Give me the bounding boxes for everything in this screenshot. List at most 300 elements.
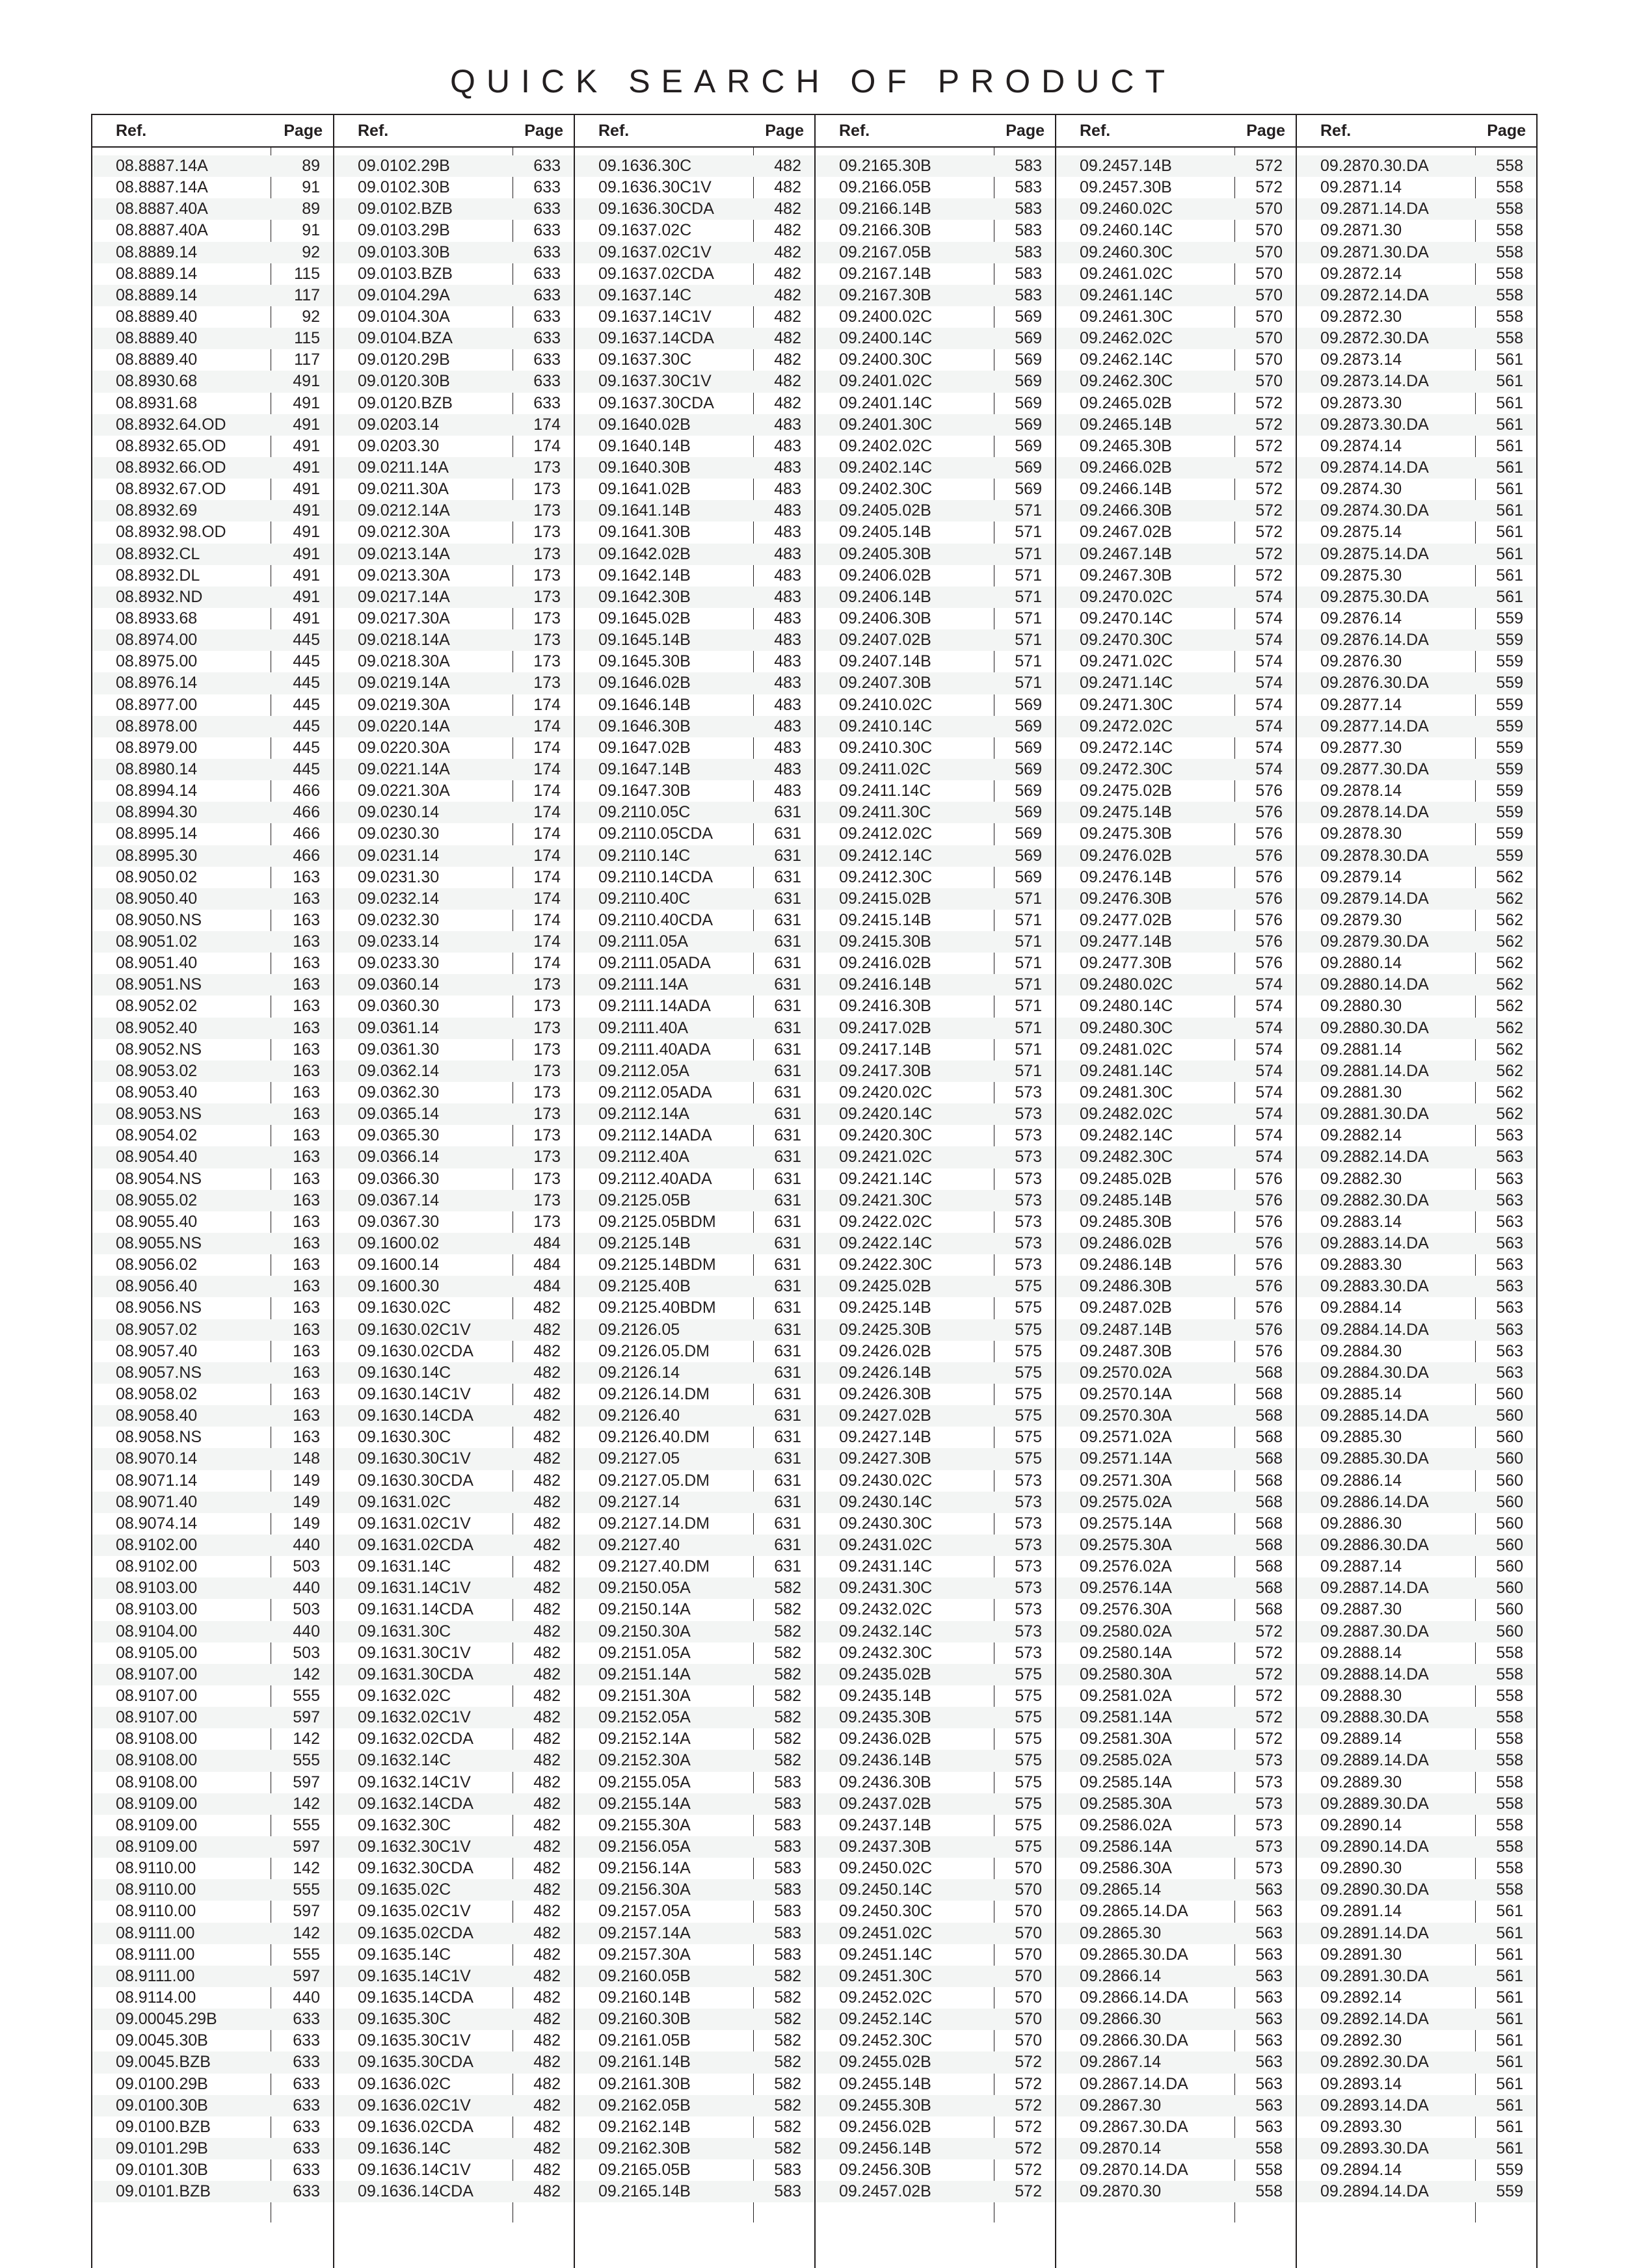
- page-cell: 559: [1496, 782, 1523, 800]
- page-cell: 582: [774, 1600, 801, 1619]
- table-row: [575, 1879, 814, 1901]
- page-cell: 571: [1015, 1040, 1042, 1059]
- ref-cell: 09.2486.30B: [1080, 1277, 1172, 1296]
- ref-cell: 09.2430.02C: [839, 1471, 933, 1490]
- ref-cell: 09.0101.29B: [116, 2139, 208, 2157]
- ref-cell: 09.2111.40ADA: [598, 1040, 711, 1059]
- table-row: [1297, 651, 1536, 672]
- page-cell: 173: [533, 1148, 561, 1167]
- ref-cell: 09.2570.30A: [1080, 1406, 1172, 1425]
- page-cell: 482: [533, 1514, 561, 1533]
- ref-cell: 08.9071.40: [116, 1492, 198, 1511]
- table-row: [816, 737, 1055, 759]
- ref-cell: 09.0103.BZB: [358, 264, 453, 283]
- ref-cell: 09.1635.30C1V: [358, 2031, 471, 2050]
- page-cell: 574: [1255, 1061, 1283, 1080]
- page-cell: 573: [1015, 1622, 1042, 1641]
- ref-cell: 09.2878.30.DA: [1320, 846, 1429, 865]
- ref-cell: 09.0230.14: [358, 803, 440, 822]
- table-row: [334, 242, 574, 263]
- table-row: [92, 565, 333, 587]
- ref-cell: 09.2111.40A: [598, 1018, 689, 1037]
- table-row: [334, 1685, 574, 1707]
- ref-cell: 09.0232.14: [358, 889, 440, 908]
- page-cell: 173: [533, 544, 561, 563]
- page-cell: 163: [293, 1105, 320, 1124]
- table-row: [92, 1535, 333, 1556]
- table-row: [1056, 521, 1296, 543]
- page-cell: 582: [774, 1622, 801, 1641]
- page-cell: 633: [533, 393, 561, 412]
- ref-cell: 09.0104.29A: [358, 285, 450, 304]
- ref-cell: 09.2435.02B: [839, 1665, 931, 1683]
- page-cell: 558: [1496, 157, 1523, 175]
- table-row: [92, 1018, 333, 1039]
- table-row: [334, 1707, 574, 1728]
- page-cell: 491: [293, 566, 320, 585]
- table-row: [575, 2051, 814, 2073]
- table-row: [1056, 1772, 1296, 1793]
- page-cell: 482: [533, 1923, 561, 1942]
- page-cell: 572: [1255, 1730, 1283, 1748]
- ref-header: Ref.: [116, 122, 147, 140]
- page-cell: 560: [1496, 1579, 1523, 1598]
- ref-cell: 09.0102.30B: [358, 178, 450, 197]
- ref-cell: 09.1630.30C: [358, 1428, 451, 1447]
- ref-cell: 09.2437.14B: [839, 1815, 931, 1834]
- ref-cell: 09.2437.30B: [839, 1837, 931, 1856]
- table-row: [1056, 888, 1296, 910]
- page-cell: 558: [1496, 221, 1523, 240]
- page-cell: 573: [1015, 1600, 1042, 1619]
- page-cell: 445: [293, 717, 320, 735]
- page-cell: 631: [774, 1363, 801, 1382]
- page-cell: 561: [1496, 1923, 1523, 1942]
- ref-cell: 09.2410.02C: [839, 695, 933, 714]
- page-cell: 572: [1255, 393, 1283, 412]
- page-cell: 571: [1015, 501, 1042, 520]
- table-row: [334, 1772, 574, 1793]
- ref-cell: 09.2460.02C: [1080, 200, 1173, 218]
- table-row: [334, 1276, 574, 1297]
- ref-cell: 08.8977.00: [116, 695, 198, 714]
- page-cell: 574: [1255, 674, 1283, 692]
- table-row: [575, 371, 814, 392]
- page-cell: 633: [533, 264, 561, 283]
- ref-cell: 09.2416.02B: [839, 954, 931, 973]
- page-cell: 163: [293, 997, 320, 1016]
- ref-cell: 09.2455.02B: [839, 2053, 931, 2072]
- table-row: [575, 328, 814, 349]
- page-cell: 575: [1015, 1406, 1042, 1425]
- ref-cell: 09.2411.14C: [839, 782, 931, 800]
- table-row: [575, 608, 814, 629]
- table-row: [1056, 1728, 1296, 1750]
- ref-cell: 09.2465.30B: [1080, 436, 1172, 455]
- ref-cell: 09.2126.40.DM: [598, 1428, 710, 1447]
- ref-cell: 09.2152.14A: [598, 1730, 691, 1748]
- table-row: [334, 2181, 574, 2202]
- table-row: [334, 2030, 574, 2051]
- ref-cell: 09.2422.02C: [839, 1212, 933, 1231]
- ref-cell: 09.2110.40CDA: [598, 910, 713, 929]
- page-cell: 149: [293, 1492, 320, 1511]
- ref-cell: 09.2407.02B: [839, 631, 931, 650]
- table-row: [92, 393, 333, 414]
- ref-cell: 09.1630.14C1V: [358, 1385, 471, 1404]
- page-cell: 163: [293, 1148, 320, 1167]
- table-row: [334, 521, 574, 543]
- row-list: [1056, 155, 1296, 2202]
- page-cell: 482: [533, 1794, 561, 1813]
- page-cell: 563: [1496, 1148, 1523, 1167]
- table-row: [575, 1039, 814, 1061]
- page-cell: 559: [1496, 695, 1523, 714]
- ref-cell: 09.2476.14B: [1080, 867, 1172, 886]
- table-row: [816, 1513, 1055, 1535]
- page-cell: 582: [774, 1643, 801, 1662]
- ref-cell: 09.0233.14: [358, 932, 440, 951]
- table-row: [92, 694, 333, 716]
- page-cell: 631: [774, 889, 801, 908]
- ref-cell: 09.2470.02C: [1080, 587, 1173, 606]
- ref-cell: 09.1645.14B: [598, 631, 691, 650]
- table-row: [575, 521, 814, 543]
- page-cell: 483: [774, 587, 801, 606]
- ref-cell: 09.2866.30.DA: [1080, 2031, 1188, 2050]
- table-row: [1056, 1190, 1296, 1211]
- table-row: [92, 1492, 333, 1513]
- ref-cell: 09.2426.14B: [839, 1363, 931, 1382]
- page-cell: 631: [774, 1536, 801, 1554]
- ref-cell: 09.1635.30C: [358, 2010, 451, 2029]
- page-cell: 173: [533, 997, 561, 1016]
- ref-cell: 09.2882.30.DA: [1320, 1191, 1429, 1209]
- page-cell: 174: [533, 717, 561, 735]
- page-cell: 574: [1255, 738, 1283, 757]
- table-row: [816, 1405, 1055, 1427]
- ref-cell: 09.2407.14B: [839, 652, 931, 671]
- table-row: [92, 1103, 333, 1125]
- ref-cell: 09.2160.05B: [598, 1966, 691, 1985]
- table-row: [1056, 823, 1296, 845]
- ref-cell: 09.1635.02CDA: [358, 1923, 473, 1942]
- table-row: [575, 1858, 814, 1879]
- page-cell: 558: [1496, 243, 1523, 261]
- page-cell: 631: [774, 910, 801, 929]
- ref-cell: 09.0212.14A: [358, 501, 450, 520]
- page-cell: 583: [1015, 221, 1042, 240]
- page-cell: 173: [533, 1105, 561, 1124]
- page-cell: 574: [1255, 1083, 1283, 1102]
- table-row: [1056, 1427, 1296, 1448]
- table-row: [575, 802, 814, 823]
- ref-cell: 08.8887.40A: [116, 221, 208, 240]
- ref-cell: 09.0366.30: [358, 1169, 440, 1188]
- table-row: [334, 1901, 574, 1922]
- page-header: Page: [765, 122, 804, 140]
- ref-cell: 09.0217.30A: [358, 609, 450, 627]
- ref-cell: 09.2486.14B: [1080, 1256, 1172, 1274]
- table-row: [1056, 931, 1296, 953]
- table-row: [816, 651, 1055, 672]
- page-cell: 163: [293, 1320, 320, 1339]
- page-cell: 163: [293, 1341, 320, 1360]
- page-cell: 572: [1255, 1708, 1283, 1727]
- table-row: [334, 1664, 574, 1685]
- page-cell: 569: [1015, 738, 1042, 757]
- table-row: [334, 2095, 574, 2116]
- page-cell: 631: [774, 867, 801, 886]
- page-cell: 575: [1015, 1794, 1042, 1813]
- page-cell: 571: [1015, 1018, 1042, 1037]
- page-cell: 482: [533, 1859, 561, 1878]
- table-row: [816, 823, 1055, 845]
- page-cell: 570: [1015, 1923, 1042, 1942]
- ref-cell: 09.2866.14.DA: [1080, 1988, 1188, 2007]
- product-index-table: [91, 114, 1538, 2268]
- ref-cell: 09.2882.30: [1320, 1169, 1402, 1188]
- ref-cell: 09.2881.30.DA: [1320, 1105, 1429, 1124]
- table-row: [1297, 1492, 1536, 1513]
- ref-cell: 08.9070.14: [116, 1449, 198, 1468]
- ref-cell: 09.0218.30A: [358, 652, 450, 671]
- ref-cell: 09.2436.02B: [839, 1730, 931, 1748]
- ref-cell: 09.2111.05ADA: [598, 954, 711, 973]
- page-cell: 163: [293, 975, 320, 994]
- page-cell: 575: [1015, 1385, 1042, 1404]
- page-cell: 582: [774, 2031, 801, 2050]
- table-row: [816, 349, 1055, 371]
- ref-cell: 08.9110.00: [116, 1902, 196, 1921]
- ref-cell: 09.2867.30.DA: [1080, 2117, 1188, 2136]
- page-cell: 633: [533, 285, 561, 304]
- page-cell: 572: [1015, 2053, 1042, 2072]
- index-column: [1296, 115, 1536, 2268]
- table-row: [92, 414, 333, 436]
- ref-cell: 09.2451.14C: [839, 1945, 933, 1964]
- table-row: [1056, 974, 1296, 996]
- table-row: [1297, 155, 1536, 177]
- page-cell: 482: [533, 2117, 561, 2136]
- ref-cell: 09.2126.05.DM: [598, 1341, 710, 1360]
- table-row: [334, 629, 574, 651]
- ref-cell: 08.9111.00: [116, 1966, 195, 1985]
- row-list: [816, 155, 1055, 2202]
- index-column: [814, 115, 1055, 2268]
- table-row: [1056, 1836, 1296, 1858]
- page-cell: 562: [1496, 1018, 1523, 1037]
- ref-cell: 09.2481.14C: [1080, 1061, 1173, 1080]
- page-cell: 570: [1255, 372, 1283, 391]
- page-cell: 575: [1015, 1363, 1042, 1382]
- page-cell: 561: [1496, 436, 1523, 455]
- ref-cell: 09.1641.30B: [598, 523, 691, 542]
- page-cell: 570: [1255, 243, 1283, 261]
- table-row: [816, 285, 1055, 306]
- table-row: [575, 1793, 814, 1815]
- ref-cell: 09.1637.02C1V: [598, 243, 712, 261]
- ref-cell: 09.1642.02B: [598, 544, 691, 563]
- page-cell: 562: [1496, 889, 1523, 908]
- ref-cell: 09.2417.14B: [839, 1040, 931, 1059]
- table-row: [1297, 1405, 1536, 1427]
- table-row: [816, 888, 1055, 910]
- table-row: [1297, 1836, 1536, 1858]
- page-cell: 562: [1496, 1105, 1523, 1124]
- page-cell: 482: [533, 1643, 561, 1662]
- ref-cell: 09.2873.14.DA: [1320, 372, 1429, 391]
- ref-cell: 09.2110.14C: [598, 846, 691, 865]
- ref-cell: 08.9053.02: [116, 1061, 198, 1080]
- page-cell: 558: [1496, 307, 1523, 326]
- table-row: [575, 996, 814, 1017]
- page-cell: 570: [1015, 2031, 1042, 2050]
- ref-cell: 09.2127.14.DM: [598, 1514, 710, 1533]
- page-cell: 149: [293, 1471, 320, 1490]
- ref-cell: 08.8980.14: [116, 759, 198, 778]
- ref-cell: 08.9055.02: [116, 1191, 198, 1209]
- page-cell: 440: [293, 1536, 320, 1554]
- ref-cell: 09.0367.30: [358, 1212, 440, 1231]
- ref-cell: 09.2570.14A: [1080, 1385, 1172, 1404]
- page-cell: 555: [293, 1751, 320, 1770]
- page-cell: 163: [293, 1277, 320, 1296]
- table-row: [816, 1082, 1055, 1103]
- table-row: [92, 1297, 333, 1319]
- page-header: Page: [1006, 122, 1045, 140]
- table-row: [92, 716, 333, 737]
- ref-cell: 08.9054.NS: [116, 1169, 202, 1188]
- page-cell: 558: [1255, 2182, 1283, 2201]
- page-cell: 563: [1255, 2053, 1283, 2072]
- table-row: [816, 1966, 1055, 1987]
- table-row: [816, 371, 1055, 392]
- table-row: [1297, 1276, 1536, 1297]
- page-cell: 571: [1015, 1061, 1042, 1080]
- ref-cell: 09.2462.02C: [1080, 329, 1173, 348]
- table-row: [92, 285, 333, 306]
- table-row: [816, 2159, 1055, 2181]
- table-row: [816, 845, 1055, 867]
- page-cell: 572: [1015, 2096, 1042, 2115]
- table-row: [334, 1966, 574, 1987]
- page-cell: 173: [533, 1212, 561, 1231]
- table-row: [1056, 242, 1296, 263]
- page-cell: 563: [1496, 1277, 1523, 1296]
- page-cell: 482: [533, 1385, 561, 1404]
- ref-cell: 09.2873.30: [1320, 393, 1402, 412]
- page-cell: 570: [1015, 2010, 1042, 2029]
- table-row: [1056, 1470, 1296, 1492]
- ref-cell: 09.1632.02C1V: [358, 1708, 471, 1727]
- table-row: [816, 587, 1055, 608]
- ref-cell: 08.8930.68: [116, 372, 198, 391]
- ref-cell: 09.1640.30B: [598, 458, 691, 477]
- page-cell: 631: [774, 932, 801, 951]
- ref-cell: 09.0203.14: [358, 415, 440, 434]
- table-row: [575, 1319, 814, 1341]
- page-cell: 631: [774, 1341, 801, 1360]
- table-row: [1056, 565, 1296, 587]
- page-cell: 563: [1255, 2031, 1283, 2050]
- page-cell: 572: [1255, 523, 1283, 542]
- table-row: [1056, 220, 1296, 241]
- ref-cell: 08.8887.40A: [116, 200, 208, 218]
- page-cell: 633: [293, 2031, 320, 2050]
- ref-cell: 09.1635.30CDA: [358, 2053, 473, 2072]
- page-cell: 574: [1255, 759, 1283, 778]
- ref-cell: 09.0221.14A: [358, 759, 450, 778]
- page-cell: 573: [1015, 1212, 1042, 1231]
- page-cell: 633: [533, 178, 561, 197]
- page-cell: 483: [774, 695, 801, 714]
- table-row: [1297, 1297, 1536, 1319]
- page-cell: 174: [533, 846, 561, 865]
- page-cell: 575: [1015, 1708, 1042, 1727]
- page-cell: 631: [774, 1148, 801, 1167]
- page-cell: 560: [1496, 1600, 1523, 1619]
- table-row: [816, 1319, 1055, 1341]
- ref-cell: 09.2470.30C: [1080, 631, 1173, 650]
- table-row: [816, 629, 1055, 651]
- ref-cell: 09.2889.14: [1320, 1730, 1402, 1748]
- page-cell: 571: [1015, 566, 1042, 585]
- table-row: [334, 672, 574, 694]
- page-cell: 163: [293, 1061, 320, 1080]
- page-cell: 569: [1015, 415, 1042, 434]
- table-row: [816, 1190, 1055, 1211]
- page-cell: 558: [1496, 200, 1523, 218]
- page-cell: 483: [774, 480, 801, 499]
- table-row: [575, 2181, 814, 2202]
- page-cell: 631: [774, 1083, 801, 1102]
- page-cell: 574: [1255, 997, 1283, 1016]
- page-cell: 115: [294, 264, 320, 283]
- ref-cell: 09.2406.14B: [839, 587, 931, 606]
- table-row: [575, 1836, 814, 1858]
- ref-cell: 09.2420.02C: [839, 1083, 933, 1102]
- ref-cell: 08.8887.14A: [116, 157, 208, 175]
- table-row: [1056, 500, 1296, 521]
- table-row: [334, 479, 574, 500]
- page-cell: 571: [1015, 975, 1042, 994]
- table-row: [1056, 608, 1296, 629]
- ref-cell: 09.2166.05B: [839, 178, 931, 197]
- ref-cell: 09.2875.30.DA: [1320, 587, 1429, 606]
- table-row: [816, 1427, 1055, 1448]
- page-cell: 573: [1255, 1794, 1283, 1813]
- page-cell: 633: [293, 2117, 320, 2136]
- page-cell: 573: [1015, 1579, 1042, 1598]
- page-cell: 482: [774, 157, 801, 175]
- ref-cell: 09.2887.30: [1320, 1600, 1402, 1619]
- page-cell: 482: [533, 1406, 561, 1425]
- table-row: [1056, 1362, 1296, 1384]
- table-row: [1056, 457, 1296, 479]
- ref-cell: 09.2161.05B: [598, 2031, 691, 2050]
- page-cell: 142: [293, 1859, 320, 1878]
- table-row: [575, 1707, 814, 1728]
- table-row: [1297, 1168, 1536, 1190]
- ref-cell: 08.8932.65.OD: [116, 436, 226, 455]
- table-row: [1297, 565, 1536, 587]
- ref-cell: 09.2125.14BDM: [598, 1256, 716, 1274]
- page-cell: 482: [533, 2096, 561, 2115]
- page-cell: 561: [1496, 2117, 1523, 2136]
- table-row: [575, 1146, 814, 1168]
- table-row: [334, 457, 574, 479]
